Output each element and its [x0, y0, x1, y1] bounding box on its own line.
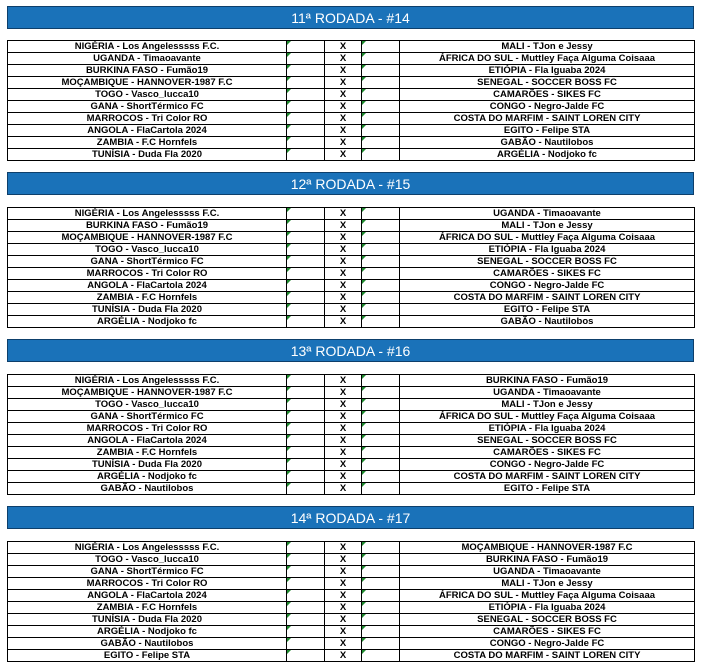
match-row	[8, 113, 695, 125]
home-team-cell: MARROCOS - Tri Color RO	[8, 578, 287, 590]
away-score-cell[interactable]	[362, 149, 400, 161]
away-score-cell[interactable]	[362, 423, 400, 435]
versus-cell: X	[325, 423, 362, 435]
match-row	[8, 638, 695, 650]
away-team-cell: SENEGAL - SOCCER BOSS FC	[400, 77, 695, 89]
away-team-cell: ÁFRICA DO SUL - Muttley Faça Alguma Coisaaa	[400, 590, 695, 602]
away-team-cell: ÁFRICA DO SUL - Muttley Faça Alguma Coisaaa	[400, 53, 695, 65]
away-score-cell[interactable]	[362, 375, 400, 387]
away-team-cell: SENEGAL - SOCCER BOSS FC	[400, 614, 695, 626]
home-score-cell[interactable]	[287, 280, 325, 292]
away-team-cell: GABÃO - Nautilobos	[400, 316, 695, 328]
away-score-cell[interactable]	[362, 232, 400, 244]
away-score-cell[interactable]	[362, 554, 400, 566]
match-row	[8, 471, 695, 483]
away-score-cell[interactable]	[362, 447, 400, 459]
away-score-cell[interactable]	[362, 399, 400, 411]
home-score-cell[interactable]	[287, 292, 325, 304]
versus-cell: X	[325, 650, 362, 662]
away-team-cell: CAMARÕES - SIKES FC	[400, 268, 695, 280]
versus-cell: X	[325, 208, 362, 220]
match-row	[8, 650, 695, 662]
home-team-cell: TUNÍSIA - Duda Fla 2020	[8, 614, 287, 626]
home-score-cell[interactable]	[287, 411, 325, 423]
home-score-cell[interactable]	[287, 614, 325, 626]
match-row	[8, 399, 695, 411]
home-team-cell: ARGÉLIA - Nodjoko fc	[8, 471, 287, 483]
home-team-cell: ARGÉLIA - Nodjoko fc	[8, 316, 287, 328]
versus-cell: X	[325, 220, 362, 232]
away-score-cell[interactable]	[362, 638, 400, 650]
away-team-cell: EGITO - Felipe STA	[400, 125, 695, 137]
away-score-cell[interactable]	[362, 387, 400, 399]
away-score-cell[interactable]	[362, 77, 400, 89]
away-score-cell[interactable]	[362, 650, 400, 662]
home-team-cell: MARROCOS - Tri Color RO	[8, 423, 287, 435]
round-14	[7, 506, 694, 661]
away-score-cell[interactable]	[362, 89, 400, 101]
match-row	[8, 268, 695, 280]
home-score-cell[interactable]	[287, 244, 325, 256]
away-team-cell: CONGO - Negro-Jalde FC	[400, 101, 695, 113]
home-team-cell: TUNÍSIA - Duda Fla 2020	[8, 149, 287, 161]
home-score-cell[interactable]	[287, 459, 325, 471]
home-team-cell: GANA - ShortTérmico FC	[8, 256, 287, 268]
versus-cell: X	[325, 232, 362, 244]
home-team-cell: BURKINA FASO - Fumão19	[8, 220, 287, 232]
home-team-cell: ZAMBIA - F.C Hornfels	[8, 137, 287, 149]
home-team-cell: ARGÉLIA - Nodjoko fc	[8, 626, 287, 638]
round-13	[7, 339, 694, 494]
home-score-cell[interactable]	[287, 77, 325, 89]
versus-cell: X	[325, 602, 362, 614]
away-score-cell[interactable]	[362, 578, 400, 590]
match-row	[8, 244, 695, 256]
home-score-cell[interactable]	[287, 602, 325, 614]
home-score-cell[interactable]	[287, 89, 325, 101]
versus-cell: X	[325, 459, 362, 471]
versus-cell: X	[325, 435, 362, 447]
home-score-cell[interactable]	[287, 542, 325, 554]
match-row	[8, 590, 695, 602]
versus-cell: X	[325, 125, 362, 137]
home-score-cell[interactable]	[287, 483, 325, 495]
away-score-cell[interactable]	[362, 220, 400, 232]
away-team-cell: CAMARÕES - SIKES FC	[400, 447, 695, 459]
home-score-cell[interactable]	[287, 125, 325, 137]
home-score-cell[interactable]	[287, 626, 325, 638]
away-team-cell: UGANDA - Timaoavante	[400, 566, 695, 578]
away-team-cell: EGITO - Felipe STA	[400, 304, 695, 316]
away-score-cell[interactable]	[362, 602, 400, 614]
away-team-cell: MOÇAMBIQUE - HANNOVER-1987 F.C	[400, 542, 695, 554]
away-score-cell[interactable]	[362, 208, 400, 220]
match-row	[8, 447, 695, 459]
away-team-cell: COSTA DO MARFIM - SAINT LOREN CITY	[400, 471, 695, 483]
match-row	[8, 566, 695, 578]
home-score-cell[interactable]	[287, 375, 325, 387]
home-team-cell: NIGÉRIA - Los Angelesssss F.C.	[8, 41, 287, 53]
away-score-cell[interactable]	[362, 113, 400, 125]
home-score-cell[interactable]	[287, 113, 325, 125]
match-row	[8, 232, 695, 244]
away-team-cell: ÁFRICA DO SUL - Muttley Faça Alguma Coisaaa	[400, 232, 695, 244]
home-team-cell: NIGÉRIA - Los Angelesssss F.C.	[8, 542, 287, 554]
home-score-cell[interactable]	[287, 650, 325, 662]
away-score-cell[interactable]	[362, 411, 400, 423]
match-row	[8, 578, 695, 590]
away-team-cell: COSTA DO MARFIM - SAINT LOREN CITY	[400, 113, 695, 125]
match-row	[8, 89, 695, 101]
home-team-cell: NIGÉRIA - Los Angelesssss F.C.	[8, 375, 287, 387]
versus-cell: X	[325, 89, 362, 101]
home-score-cell[interactable]	[287, 53, 325, 65]
round-title: 14ª RODADA - #17	[7, 506, 694, 529]
home-team-cell: ZAMBIA - F.C Hornfels	[8, 447, 287, 459]
round-title: 12ª RODADA - #15	[7, 172, 694, 195]
home-team-cell: ANGOLA - FlaCartola 2024	[8, 280, 287, 292]
away-team-cell: MALI - TJon e Jessy	[400, 578, 695, 590]
home-score-cell[interactable]	[287, 471, 325, 483]
home-team-cell: GANA - ShortTérmico FC	[8, 101, 287, 113]
away-team-cell: EGITO - Felipe STA	[400, 483, 695, 495]
home-team-cell: ZAMBIA - F.C Hornfels	[8, 292, 287, 304]
away-score-cell[interactable]	[362, 53, 400, 65]
round-title: 11ª RODADA - #14	[7, 6, 694, 29]
away-team-cell: SENEGAL - SOCCER BOSS FC	[400, 256, 695, 268]
versus-cell: X	[325, 590, 362, 602]
round-title: 13ª RODADA - #16	[7, 339, 694, 362]
versus-cell: X	[325, 41, 362, 53]
match-row	[8, 65, 695, 77]
home-score-cell[interactable]	[287, 256, 325, 268]
match-table	[7, 207, 695, 328]
home-team-cell: MOÇAMBIQUE - HANNOVER-1987 F.C	[8, 77, 287, 89]
home-team-cell: UGANDA - Timaoavante	[8, 53, 287, 65]
versus-cell: X	[325, 268, 362, 280]
versus-cell: X	[325, 483, 362, 495]
versus-cell: X	[325, 471, 362, 483]
away-score-cell[interactable]	[362, 125, 400, 137]
away-team-cell: MALI - TJon e Jessy	[400, 41, 695, 53]
home-team-cell: GABÃO - Nautilobos	[8, 638, 287, 650]
versus-cell: X	[325, 411, 362, 423]
away-score-cell[interactable]	[362, 626, 400, 638]
match-row	[8, 387, 695, 399]
away-team-cell: ÁFRICA DO SUL - Muttley Faça Alguma Coisaaa	[400, 411, 695, 423]
away-score-cell[interactable]	[362, 280, 400, 292]
home-score-cell[interactable]	[287, 149, 325, 161]
match-row	[8, 137, 695, 149]
home-score-cell[interactable]	[287, 208, 325, 220]
away-score-cell[interactable]	[362, 244, 400, 256]
home-score-cell[interactable]	[287, 554, 325, 566]
match-row	[8, 316, 695, 328]
away-score-cell[interactable]	[362, 459, 400, 471]
versus-cell: X	[325, 566, 362, 578]
home-team-cell: ANGOLA - FlaCartola 2024	[8, 590, 287, 602]
match-row	[8, 459, 695, 471]
home-team-cell: TOGO - Vasco_lucca10	[8, 399, 287, 411]
away-score-cell[interactable]	[362, 137, 400, 149]
away-score-cell[interactable]	[362, 65, 400, 77]
away-team-cell: ETIÓPIA - Fla Iguaba 2024	[400, 65, 695, 77]
home-team-cell: TOGO - Vasco_lucca10	[8, 89, 287, 101]
away-team-cell: ETIÓPIA - Fla Iguaba 2024	[400, 244, 695, 256]
versus-cell: X	[325, 554, 362, 566]
home-team-cell: NIGÉRIA - Los Angelesssss F.C.	[8, 208, 287, 220]
home-team-cell: TUNÍSIA - Duda Fla 2020	[8, 459, 287, 471]
away-team-cell: UGANDA - Timaoavante	[400, 208, 695, 220]
away-score-cell[interactable]	[362, 435, 400, 447]
match-table	[7, 374, 695, 495]
versus-cell: X	[325, 244, 362, 256]
match-row	[8, 53, 695, 65]
match-row	[8, 304, 695, 316]
match-row	[8, 375, 695, 387]
away-team-cell: GABÃO - Nautilobos	[400, 137, 695, 149]
home-score-cell[interactable]	[287, 435, 325, 447]
versus-cell: X	[325, 53, 362, 65]
match-row	[8, 435, 695, 447]
match-row	[8, 125, 695, 137]
versus-cell: X	[325, 256, 362, 268]
match-row	[8, 292, 695, 304]
match-row	[8, 208, 695, 220]
match-row	[8, 626, 695, 638]
home-score-cell[interactable]	[287, 65, 325, 77]
away-team-cell: ARGÉLIA - Nodjoko fc	[400, 149, 695, 161]
home-score-cell[interactable]	[287, 220, 325, 232]
away-team-cell: CONGO - Negro-Jalde FC	[400, 280, 695, 292]
versus-cell: X	[325, 137, 362, 149]
away-score-cell[interactable]	[362, 304, 400, 316]
match-row	[8, 256, 695, 268]
home-score-cell[interactable]	[287, 638, 325, 650]
match-row	[8, 411, 695, 423]
home-team-cell: ANGOLA - FlaCartola 2024	[8, 435, 287, 447]
away-score-cell[interactable]	[362, 316, 400, 328]
home-score-cell[interactable]	[287, 590, 325, 602]
versus-cell: X	[325, 638, 362, 650]
home-score-cell[interactable]	[287, 423, 325, 435]
versus-cell: X	[325, 614, 362, 626]
home-team-cell: ANGOLA - FlaCartola 2024	[8, 125, 287, 137]
versus-cell: X	[325, 578, 362, 590]
away-team-cell: MALI - TJon e Jessy	[400, 399, 695, 411]
home-team-cell: TOGO - Vasco_lucca10	[8, 244, 287, 256]
versus-cell: X	[325, 101, 362, 113]
match-row	[8, 41, 695, 53]
away-team-cell: BURKINA FASO - Fumão19	[400, 375, 695, 387]
away-score-cell[interactable]	[362, 471, 400, 483]
round-12	[7, 172, 694, 327]
home-team-cell: MOÇAMBIQUE - HANNOVER-1987 F.C	[8, 387, 287, 399]
home-score-cell[interactable]	[287, 101, 325, 113]
away-team-cell: CONGO - Negro-Jalde FC	[400, 459, 695, 471]
away-score-cell[interactable]	[362, 292, 400, 304]
versus-cell: X	[325, 304, 362, 316]
home-team-cell: GANA - ShortTérmico FC	[8, 411, 287, 423]
home-team-cell: BURKINA FASO - Fumão19	[8, 65, 287, 77]
match-row	[8, 542, 695, 554]
away-team-cell: UGANDA - Timaoavante	[400, 387, 695, 399]
match-row	[8, 483, 695, 495]
versus-cell: X	[325, 113, 362, 125]
away-team-cell: MALI - TJon e Jessy	[400, 220, 695, 232]
away-score-cell[interactable]	[362, 614, 400, 626]
away-team-cell: BURKINA FASO - Fumão19	[400, 554, 695, 566]
home-team-cell: TOGO - Vasco_lucca10	[8, 554, 287, 566]
away-score-cell[interactable]	[362, 483, 400, 495]
versus-cell: X	[325, 149, 362, 161]
home-score-cell[interactable]	[287, 578, 325, 590]
away-team-cell: ETIÓPIA - Fla Iguaba 2024	[400, 423, 695, 435]
home-score-cell[interactable]	[287, 41, 325, 53]
away-score-cell[interactable]	[362, 41, 400, 53]
away-score-cell[interactable]	[362, 101, 400, 113]
versus-cell: X	[325, 399, 362, 411]
home-score-cell[interactable]	[287, 268, 325, 280]
home-score-cell[interactable]	[287, 387, 325, 399]
match-row	[8, 101, 695, 113]
home-score-cell[interactable]	[287, 399, 325, 411]
home-score-cell[interactable]	[287, 232, 325, 244]
match-table	[7, 541, 695, 662]
home-team-cell: MARROCOS - Tri Color RO	[8, 113, 287, 125]
away-team-cell: CAMARÕES - SIKES FC	[400, 89, 695, 101]
versus-cell: X	[325, 375, 362, 387]
match-row	[8, 614, 695, 626]
match-row	[8, 77, 695, 89]
versus-cell: X	[325, 447, 362, 459]
match-row	[8, 554, 695, 566]
versus-cell: X	[325, 280, 362, 292]
versus-cell: X	[325, 77, 362, 89]
away-team-cell: CAMARÕES - SIKES FC	[400, 626, 695, 638]
match-row	[8, 149, 695, 161]
versus-cell: X	[325, 542, 362, 554]
away-team-cell: SENEGAL - SOCCER BOSS FC	[400, 435, 695, 447]
versus-cell: X	[325, 626, 362, 638]
versus-cell: X	[325, 292, 362, 304]
home-team-cell: MOÇAMBIQUE - HANNOVER-1987 F.C	[8, 232, 287, 244]
home-team-cell: ZAMBIA - F.C Hornfels	[8, 602, 287, 614]
away-team-cell: CONGO - Negro-Jalde FC	[400, 638, 695, 650]
match-row	[8, 423, 695, 435]
away-score-cell[interactable]	[362, 590, 400, 602]
match-row	[8, 280, 695, 292]
away-team-cell: ETIÓPIA - Fla Iguaba 2024	[400, 602, 695, 614]
home-score-cell[interactable]	[287, 566, 325, 578]
home-team-cell: GANA - ShortTérmico FC	[8, 566, 287, 578]
away-score-cell[interactable]	[362, 566, 400, 578]
versus-cell: X	[325, 65, 362, 77]
away-score-cell[interactable]	[362, 268, 400, 280]
versus-cell: X	[325, 387, 362, 399]
home-team-cell: EGITO - Felipe STA	[8, 650, 287, 662]
home-score-cell[interactable]	[287, 316, 325, 328]
match-row	[8, 220, 695, 232]
round-11	[7, 6, 694, 160]
home-team-cell: GABÃO - Nautilobos	[8, 483, 287, 495]
away-team-cell: COSTA DO MARFIM - SAINT LOREN CITY	[400, 292, 695, 304]
home-team-cell: TUNÍSIA - Duda Fla 2020	[8, 304, 287, 316]
away-team-cell: COSTA DO MARFIM - SAINT LOREN CITY	[400, 650, 695, 662]
away-score-cell[interactable]	[362, 256, 400, 268]
home-score-cell[interactable]	[287, 447, 325, 459]
home-score-cell[interactable]	[287, 304, 325, 316]
home-team-cell: MARROCOS - Tri Color RO	[8, 268, 287, 280]
match-row	[8, 602, 695, 614]
home-score-cell[interactable]	[287, 137, 325, 149]
match-table	[7, 40, 695, 161]
versus-cell: X	[325, 316, 362, 328]
away-score-cell[interactable]	[362, 542, 400, 554]
